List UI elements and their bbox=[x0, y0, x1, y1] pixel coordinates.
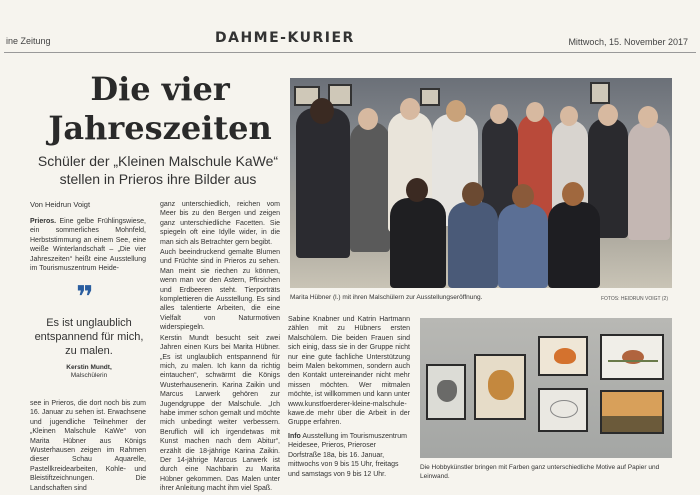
person-marita-huebner bbox=[296, 108, 350, 258]
person-head bbox=[560, 106, 578, 126]
column-2-paragraph: ganz unterschiedlich, reichen vom Meer bis zu den Bergen und zeigen ganz unterschiedliche Facetten. Sie spiegeln oft eine Idylle wider, in die man sich als Betrachter gern begibt. bbox=[160, 201, 280, 246]
person-head bbox=[512, 184, 534, 208]
sunset-painting bbox=[600, 390, 664, 434]
article-column-1 bbox=[30, 217, 146, 275]
column-3-text: Sabine Knabner und Katrin Hartmann zählen mit zu Hübners ersten Malschülern. Die beiden Frauen sind sich einig, dass sie in der Gruppe nicht nur eine gute fachliche Unterstützung beim Malen bekommen, sondern auch den Kontakt untereinander nicht mehr missen möchten. Wer mitmalen möchte, ist willkommen und kann unter www.kunstfoerderer-kleine-malschule-kawe.de mehr über die Arbeit in der Gruppe erfahren. bbox=[288, 316, 410, 427]
person bbox=[448, 202, 498, 288]
article-subhead: Schüler der „Kleinen Malschule KaWe“ stellen in Prieros ihre Bilder aus bbox=[37, 153, 279, 187]
masthead-divider bbox=[4, 52, 696, 53]
pull-quote: Es ist unglaublich entspannend für mich, zu malen. bbox=[34, 317, 144, 357]
info-label: Info bbox=[288, 433, 301, 440]
wall-painting bbox=[420, 88, 440, 106]
person-head bbox=[462, 182, 484, 206]
issue-date: Mittwoch, 15. November 2017 bbox=[568, 37, 688, 47]
column-2-paragraph: Auch beeindruckend gemalte Blumen und Früchte sind in Prieros zu sehen. Man meint sie riechen zu können, wenn man vor den Astern, Pfirsichen und Erdbeeren steht. Tierporträts komplettieren die Ausstellung. Es sind alles talentierte Arbeiten, die eine Vielfalt von Naturmotiven widerspiegeln. bbox=[160, 249, 280, 332]
column-1-text: Eine gelbe Frühlingswiese, ein sommerliches Mohnfeld, Herbststimmung an einem See, eine weiße Winterlandschaft – „Die vier Jahreszeiten“ heißt eine Ausstellung im Tourismuszentrum Heide- bbox=[30, 218, 146, 273]
group-photo bbox=[290, 78, 672, 288]
artwork-photo-caption: Die Hobbykünstler bringen mit Farben ganz unterschiedliche Motive auf Papier und Leinwand. bbox=[420, 464, 660, 480]
person-marcus-larwerk bbox=[390, 198, 446, 288]
person bbox=[548, 202, 600, 288]
quote-icon: ❞ bbox=[76, 280, 94, 315]
masthead bbox=[0, 0, 700, 52]
person-head bbox=[358, 108, 378, 130]
person-head bbox=[598, 104, 618, 126]
byline: Von Heidrun Voigt bbox=[30, 200, 91, 209]
person-head bbox=[400, 98, 420, 120]
headline-line-2: Jahreszeiten bbox=[48, 109, 272, 147]
sketch-painting bbox=[538, 388, 588, 432]
column-2-paragraph: Kerstin Mundt besucht seit zwei Jahren einen Kurs bei Marita Hübner. „Es ist unglaublich entspannend für mich, zu malen. Ich kann da richtig eintauchen“, schwärmt die Königs Wusterhausenerin. Karina Zaikin und Marcus Larwerk gehören zur Jugendgruppe der Malschule. „Ich habe immer schon gemalt und möchte mich unbedingt weiter verbessern. Beruflich will ich irgendetwas mit Kunst machen nach dem Abitur“, erzählt die 18-jährige Karina Zaikin. Der 14-jährige Marcus Larwerk ist durch eine Nachbarin zu Marita Hübner gekommen. Das Malen unter ihrer Anleitung macht ihm viel Spaß. bbox=[160, 334, 280, 492]
person-karina-zaikin bbox=[498, 204, 548, 288]
artwork-photo bbox=[420, 318, 672, 458]
quote-role: Malschülerin bbox=[70, 372, 108, 379]
info-text: Ausstellung im Tourismuszentrum Heidesee, Prieros, Prieroser Dorfstraße 18a, bis 16. Januar, mittwochs von 9 bis 15 Uhr, freitags und samstags von 9 bis 12 Uhr. bbox=[288, 433, 407, 478]
person-head bbox=[638, 106, 658, 128]
quote-author: Kerstin Mundt, bbox=[66, 364, 112, 371]
person-head bbox=[490, 104, 508, 124]
section-label: ine Zeitung bbox=[6, 36, 51, 46]
paper-name: DAHME-KURIER bbox=[215, 30, 355, 46]
person bbox=[628, 122, 670, 240]
dog-painting bbox=[474, 354, 526, 420]
article-column-2 bbox=[160, 200, 280, 492]
person-head bbox=[406, 178, 428, 202]
article-headline bbox=[30, 70, 290, 148]
main-photo-caption: Marita Hübner (l.) mit ihren Malschülern zur Ausstellungseröffnung. bbox=[290, 294, 483, 301]
person-head bbox=[526, 102, 544, 122]
bird-painting bbox=[600, 334, 664, 380]
wall-painting bbox=[590, 82, 610, 104]
info-box bbox=[288, 432, 410, 479]
fox-painting bbox=[538, 336, 588, 376]
person-head bbox=[562, 182, 584, 206]
article-column-1-continued bbox=[30, 399, 146, 491]
headline-line-1: Die vier bbox=[90, 70, 230, 108]
person bbox=[350, 122, 390, 252]
dateline: Prieros. bbox=[30, 218, 57, 225]
person-head bbox=[446, 100, 466, 122]
column-1b-text: see in Prieros, die dort noch bis zum 16. Januar zu sehen ist. Erwachsene und jugendliche Teilnehmer der „Kleinen Malschule KaWe“ von Marita Hübner aus Königs Wusterhausen zeigen im Rahmen dieser Schau Aquarelle, Pastellkreidearbeiten, Kohle- und Bleistiftzeichnungen. Die Landschaften sind bbox=[30, 400, 146, 491]
wolf-painting bbox=[426, 364, 466, 420]
photo-credit: FOTOS: HEIDRUN VOIGT (2) bbox=[600, 296, 668, 302]
person-head bbox=[310, 98, 334, 124]
